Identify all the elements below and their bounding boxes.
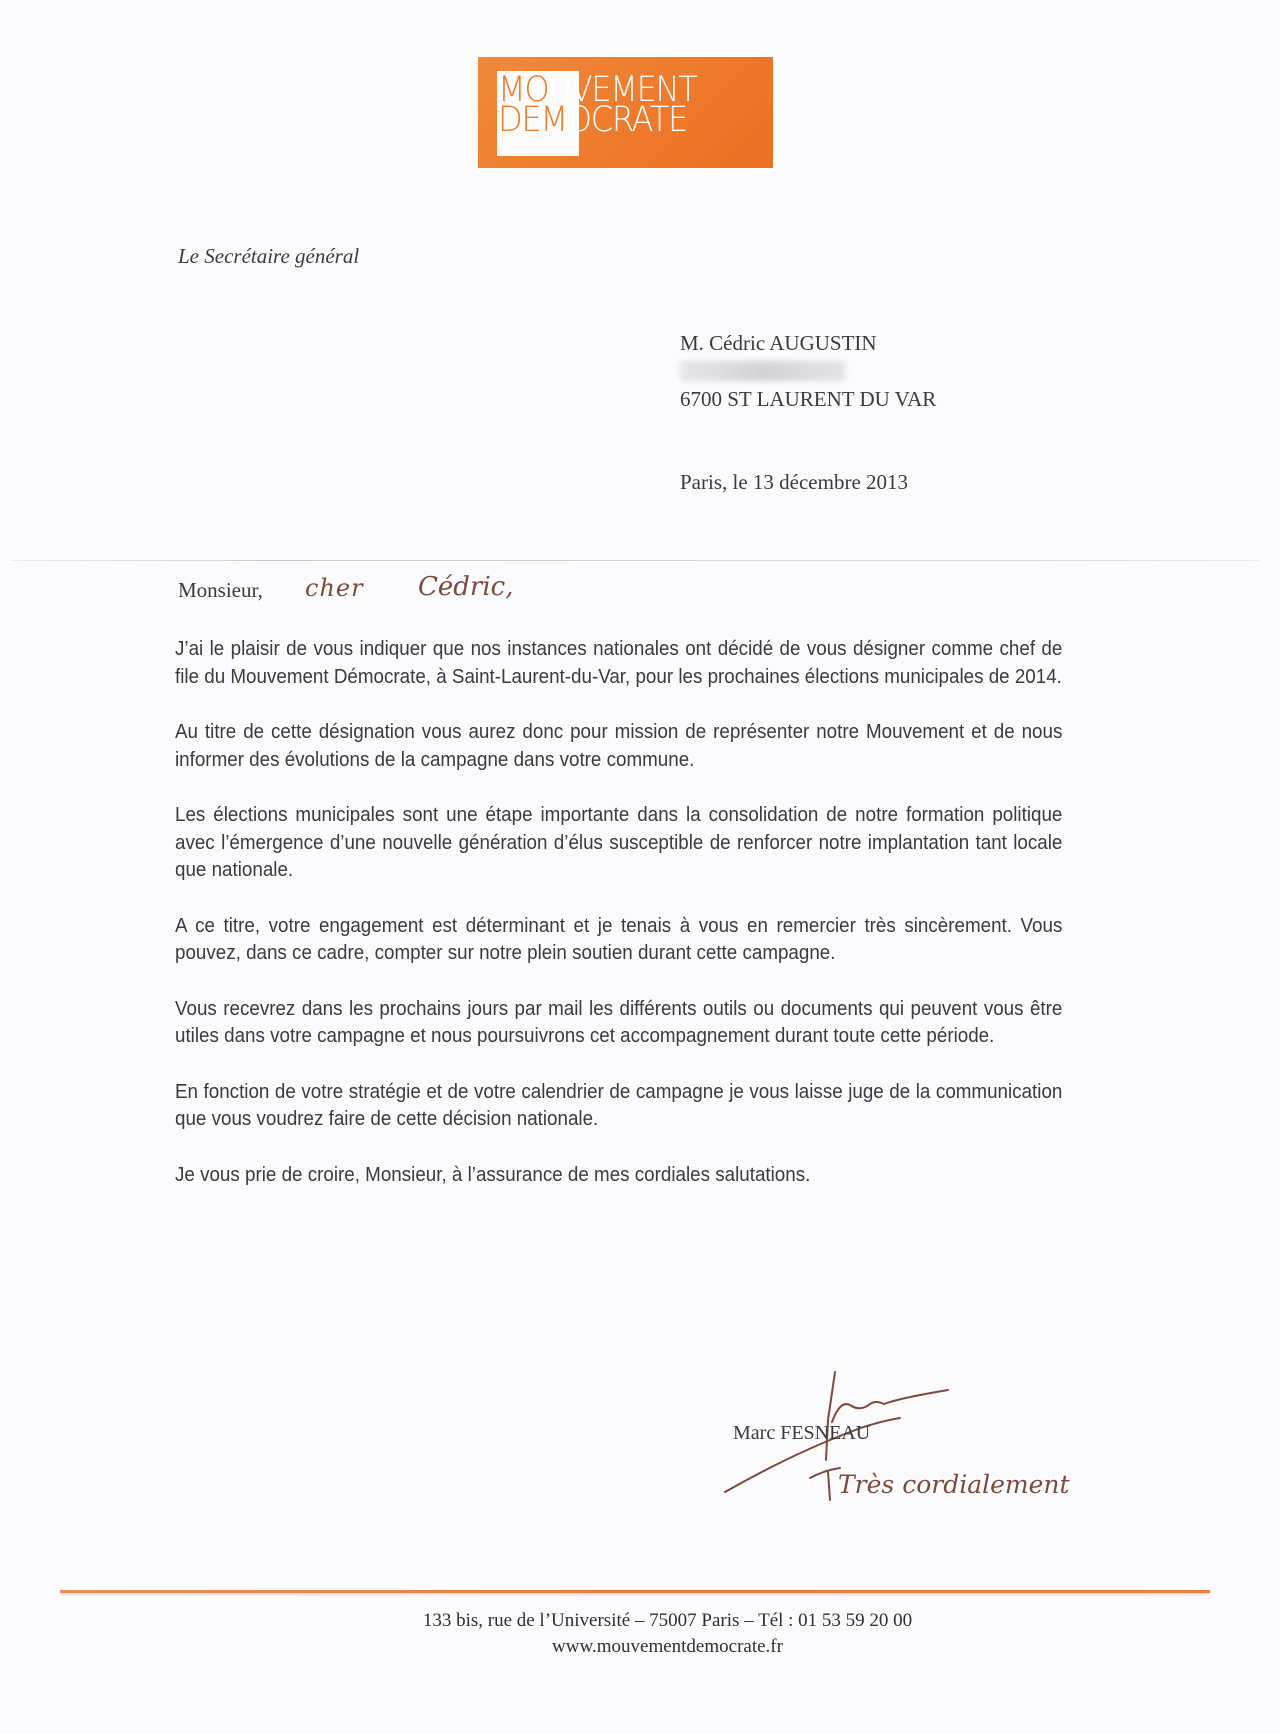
body-paragraph-2: Au titre de cette désignation vous aurez donc pour mission de représenter notre Mouvement et de nous informer des évolutions de la campagne dans votre commune. xyxy=(175,721,1063,771)
body-paragraph-5: Vous recevrez dans les prochains jours par mail les différents outils ou documents qui peuvent vous être utiles dans votre campagne et nous poursuivrons cet accompagnement durant toute cette période. xyxy=(175,997,1063,1047)
recipient-name: M. Cédric AUGUSTIN xyxy=(680,331,877,355)
handwritten-cedric: Cédric, xyxy=(418,572,514,602)
closing-formula: Je vous prie de croire, Monsieur, à l’assurance de mes cordiales salutations. xyxy=(175,1163,811,1186)
letterhead-footer xyxy=(0,1608,1280,1660)
logo-line-2-rest: OCRATE xyxy=(566,100,687,140)
mouvement-democrate-logo xyxy=(478,57,773,168)
footer-website: www.mouvementdemocrate.fr xyxy=(552,1636,783,1657)
logo-line-1-highlight: MO xyxy=(498,70,549,110)
paper-fold-line xyxy=(10,560,1260,561)
footer-orange-rule xyxy=(60,1590,1210,1593)
recipient-address xyxy=(680,329,936,413)
recipient-city: 6700 ST LAURENT DU VAR xyxy=(680,387,937,411)
logo-wordmark xyxy=(498,70,697,140)
handwritten-closing-note: Très cordialement xyxy=(838,1470,1070,1499)
sender-title: Le Secrétaire général xyxy=(178,244,360,268)
recipient-street-redacted xyxy=(680,361,845,381)
logo-line-2-highlight: DEM xyxy=(498,100,567,140)
body-paragraph-4: A ce titre, votre engagement est déterminant et je tenais à vous en remercier très sincèrement. Vous pouvez, dans ce cadre, compter sur notre plein soutien durant cette campagne. xyxy=(175,914,1063,964)
body-paragraph-6: En fonction de votre stratégie et de votre calendrier de campagne je vous laisse juge de la communication que vous voudrez faire de cette décision nationale. xyxy=(175,1080,1063,1130)
logo-line-1-rest: UVEMENT xyxy=(548,70,697,110)
footer-address: 133 bis, rue de l’Université – 75007 Paris – Tél : 01 53 59 20 00 xyxy=(422,1610,913,1631)
salutation: Monsieur, xyxy=(178,578,263,602)
body-paragraph-1: J’ai le plaisir de vous indiquer que nos instances nationales ont décidé de vous désigner comme chef de file du Mouvement Démocrate, à Saint-Laurent-du-Var, pour les prochaines élections municipales de 2014. xyxy=(175,638,1063,688)
handwritten-cher: cher xyxy=(305,574,364,602)
letter-date: Paris, le 13 décembre 2013 xyxy=(680,470,909,494)
logo-line-2 xyxy=(498,100,697,140)
body-paragraph-3: Les élections municipales sont une étape importante dans la consolidation de notre formation politique avec l’émergence d’une nouvelle génération d’élus susceptible de renforcer notre implantation tant locale que nationale. xyxy=(175,804,1063,881)
signature-flourish xyxy=(832,1390,948,1422)
letter-body xyxy=(175,636,1063,1217)
signature-t-stroke xyxy=(810,1468,840,1500)
signatory-name: Marc FESNEAU xyxy=(733,1422,871,1444)
